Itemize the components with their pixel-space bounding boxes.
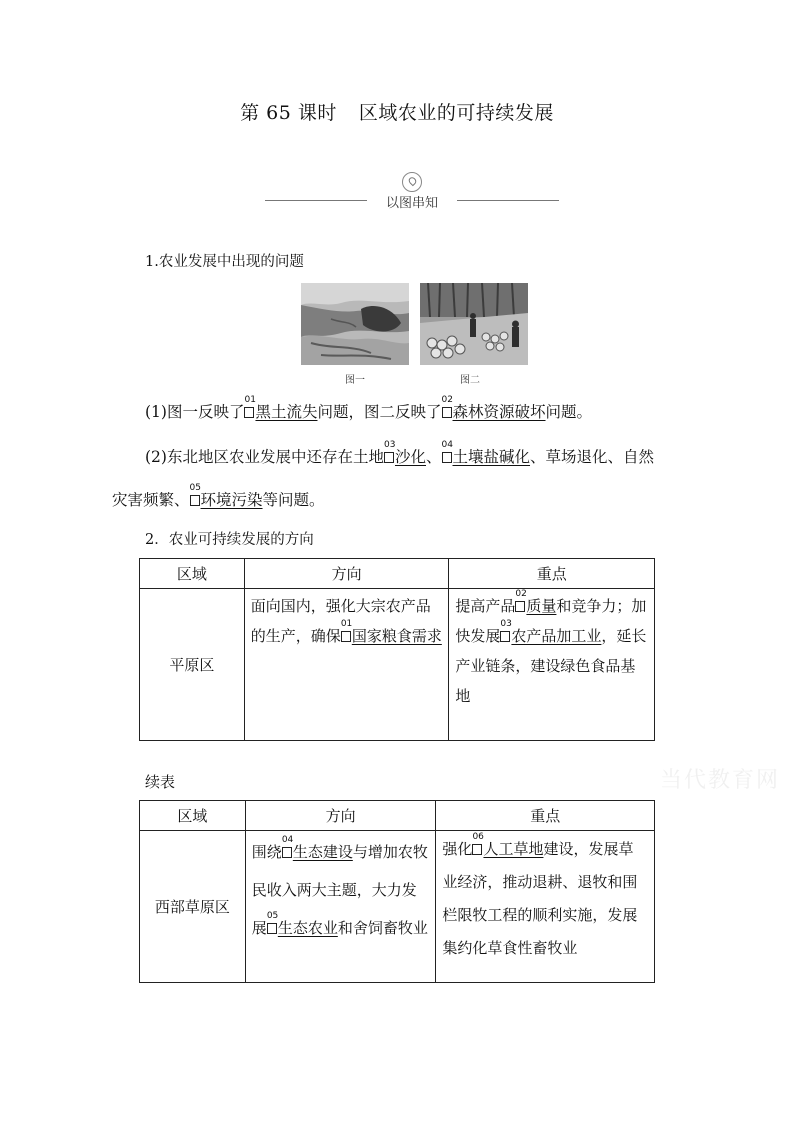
answer-grain-demand: 国家粮食需求 bbox=[351, 627, 442, 645]
blank-marker: 05 bbox=[267, 923, 277, 934]
answer-desertification: 沙化 bbox=[394, 448, 426, 466]
section-banner bbox=[265, 172, 559, 214]
section2-heading: 2．农业可持续发展的方向 bbox=[145, 532, 314, 548]
blank-marker: 02 bbox=[442, 407, 452, 418]
blank-marker: 04 bbox=[282, 847, 292, 858]
lesson-topic: 区域农业的可持续发展 bbox=[358, 102, 554, 124]
answer-quality: 质量 bbox=[526, 597, 557, 615]
answer-pollution: 环境污染 bbox=[200, 491, 263, 509]
focus-grassland: 强化 06 人工草地建设，发展草业经济，推动退耕、退牧和围栏限牧工程的顺利实施，发展集约化草食性畜牧业 bbox=[436, 831, 655, 983]
lesson-number: 第 65 课时 bbox=[240, 102, 337, 124]
photo-deforestation-logs bbox=[420, 283, 528, 365]
region-plain: 平原区 bbox=[140, 589, 245, 741]
region-western-grassland: 西部草原区 bbox=[140, 831, 246, 983]
problem-line-2: (2)东北地区农业发展中还存在土地 03 沙化、 04 土壤盐碱化、草场退化、自然 bbox=[145, 440, 655, 466]
blank-marker: 03 bbox=[384, 452, 394, 463]
page-title bbox=[0, 98, 794, 125]
banner-text: 以图串知 bbox=[385, 196, 438, 211]
header-region: 区域 bbox=[140, 559, 245, 589]
caption-figure-2: 图二 bbox=[460, 375, 480, 386]
answer-artificial-grassland: 人工草地 bbox=[483, 840, 544, 858]
direction-grassland: 围绕 04 生态建设与增加农牧民收入两大主题，大力发展 05 生态农业和舍饲畜牧业 bbox=[245, 831, 436, 983]
direction-plain: 面向国内，强化大宗农产品的生产，确保 01 国家粮食需求 bbox=[244, 589, 449, 741]
answer-forest-damage: 森林资源破坏 bbox=[452, 403, 546, 421]
location-pin-icon bbox=[402, 172, 422, 192]
header-direction: 方向 bbox=[245, 801, 436, 831]
blank-marker: 02 bbox=[515, 601, 525, 612]
blank-marker: 06 bbox=[472, 844, 482, 855]
header-focus: 重点 bbox=[449, 559, 655, 589]
problem-line-3: 灾害频繁、 05 环境污染等问题。 bbox=[112, 483, 325, 509]
answer-ecological-construction: 生态建设 bbox=[292, 843, 353, 861]
watermark: 当代教育网 bbox=[660, 768, 781, 793]
table-row bbox=[140, 831, 655, 983]
answer-black-soil-loss: 黑土流失 bbox=[255, 403, 318, 421]
continued-table-label: 续表 bbox=[145, 773, 176, 791]
header-region: 区域 bbox=[140, 801, 246, 831]
table-row bbox=[140, 589, 655, 741]
table-header-row bbox=[140, 559, 655, 589]
answer-salinization: 土壤盐碱化 bbox=[452, 448, 531, 466]
photo-black-soil-erosion bbox=[301, 283, 409, 365]
answer-processing-industry: 农产品加工业 bbox=[511, 627, 602, 645]
blank-marker: 01 bbox=[341, 631, 351, 642]
direction-table-1 bbox=[139, 558, 655, 741]
focus-plain: 提高产品 02 质量和竞争力；加快发展 03 农产品加工业，延长产业链条，建设绿色食品基地 bbox=[449, 589, 655, 741]
blank-marker: 01 bbox=[244, 407, 254, 418]
section1-heading: 1.农业发展中出现的问题 bbox=[145, 254, 304, 270]
header-direction: 方向 bbox=[244, 559, 449, 589]
header-focus: 重点 bbox=[436, 801, 655, 831]
caption-figure-1: 图一 bbox=[345, 375, 365, 386]
blank-marker: 05 bbox=[190, 495, 200, 506]
answer-ecological-agriculture: 生态农业 bbox=[277, 919, 338, 937]
table-header-row bbox=[140, 801, 655, 831]
blank-marker: 04 bbox=[442, 452, 452, 463]
blank-marker: 03 bbox=[500, 631, 510, 642]
problem-line-1: (1)图一反映了 01 黑土流失问题，图二反映了 02 森林资源破坏问题。 bbox=[145, 395, 593, 421]
direction-table-2 bbox=[139, 800, 655, 983]
